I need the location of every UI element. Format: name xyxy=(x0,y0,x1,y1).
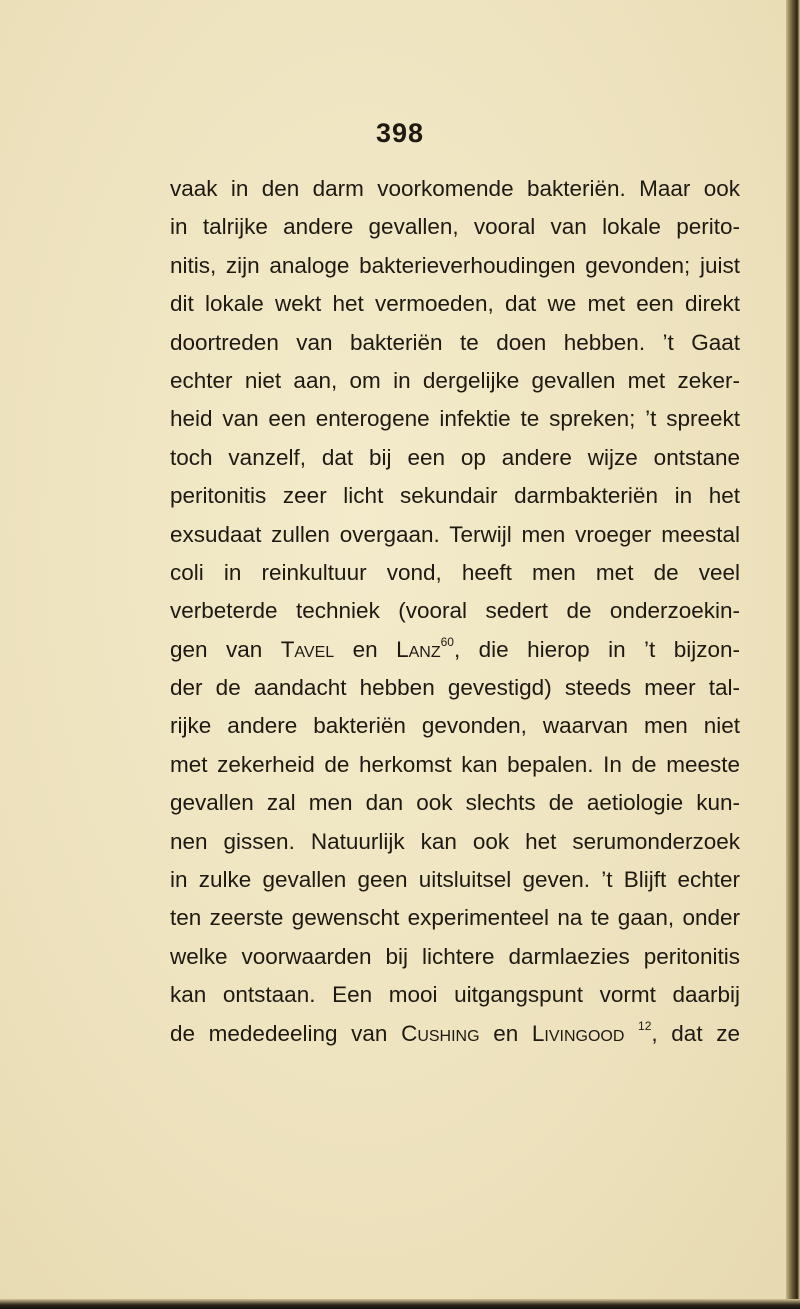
text-line-16: met zekerheid de herkomst kan bepalen. In de meeste xyxy=(170,751,740,777)
text-fragment: en xyxy=(352,636,378,662)
author-name-tavel: Tavel xyxy=(280,636,335,662)
text-line-14: der de aandacht hebben gevestigd) steeds meer tal- xyxy=(170,675,740,701)
page-edge-shadow xyxy=(786,0,800,1309)
text-line-3: nitis, zijn analoge bakterieverhoudingen gevonden; juist xyxy=(170,252,740,278)
text-line-21: welke voorwaarden bij lichtere darmlaezies peritonitis xyxy=(170,943,740,969)
text-line-5: doortreden van bakteriën te doen hebben. ’t Gaat xyxy=(170,329,740,355)
author-name-lanz: Lanz xyxy=(396,636,441,662)
text-line-1: vaak in den darm voorkomende bakteriën. Maar ook xyxy=(170,176,740,201)
text-fragment: , die hierop in ’t bijzon- xyxy=(453,636,740,662)
text-line-23 xyxy=(170,1015,740,1053)
text-line-20: ten zeerste gewenscht experimenteel na te gaan, onder xyxy=(170,905,740,931)
author-name-cushing: Cushing xyxy=(401,1020,480,1046)
text-line-6: echter niet aan, om in dergelijke gevallen met zeker- xyxy=(170,367,740,393)
text-line-7: heid van een enterogene infektie te spreken; ’t spreekt xyxy=(170,406,740,432)
page-bottom-edge xyxy=(0,1299,800,1309)
text-line-15: rijke andere bakteriën gevonden, waarvan men niet xyxy=(170,713,740,739)
text-line-8: toch vanzelf, dat bij een op andere wijze ontstane xyxy=(170,444,740,470)
text-line-17: gevallen zal men dan ook slechts de aetiologie kun- xyxy=(170,790,740,816)
text-fragment: , dat ze xyxy=(651,1020,740,1046)
text-line-9: peritonitis zeer licht sekundair darmbakteriën in het xyxy=(170,483,740,509)
text-line-18: nen gissen. Natuurlijk kan ook het serumonderzoek xyxy=(170,828,740,854)
text-fragment: de mededeeling van xyxy=(170,1020,388,1046)
text-line-11: coli in reinkultuur vond, heeft men met de veel xyxy=(170,559,740,585)
text-line-4: dit lokale wekt het vermoeden, dat we met een direkt xyxy=(170,291,740,317)
author-name-livingood: Livingood xyxy=(531,1020,625,1046)
text-line-13 xyxy=(170,631,740,669)
text-line-19: in zulke gevallen geen uitsluitsel geven. ’t Blijft echter xyxy=(170,867,740,893)
text-line-22: kan ontstaan. Een mooi uitgangspunt vormt daarbij xyxy=(170,982,740,1008)
text-fragment: en xyxy=(493,1020,519,1046)
text-line-10: exsudaat zullen overgaan. Terwijl men vroeger meestal xyxy=(170,521,740,547)
text-line-2: in talrijke andere gevallen, vooral van lokale perito- xyxy=(170,214,740,240)
reference-superscript: 60 xyxy=(440,635,454,650)
page-number: 398 xyxy=(375,118,425,148)
text-line-12: verbeterde techniek (vooral sedert de onderzoekin- xyxy=(170,598,740,624)
body-text xyxy=(170,170,740,1053)
reference-superscript: 12 xyxy=(638,1019,652,1034)
text-fragment: gen van xyxy=(170,636,263,662)
